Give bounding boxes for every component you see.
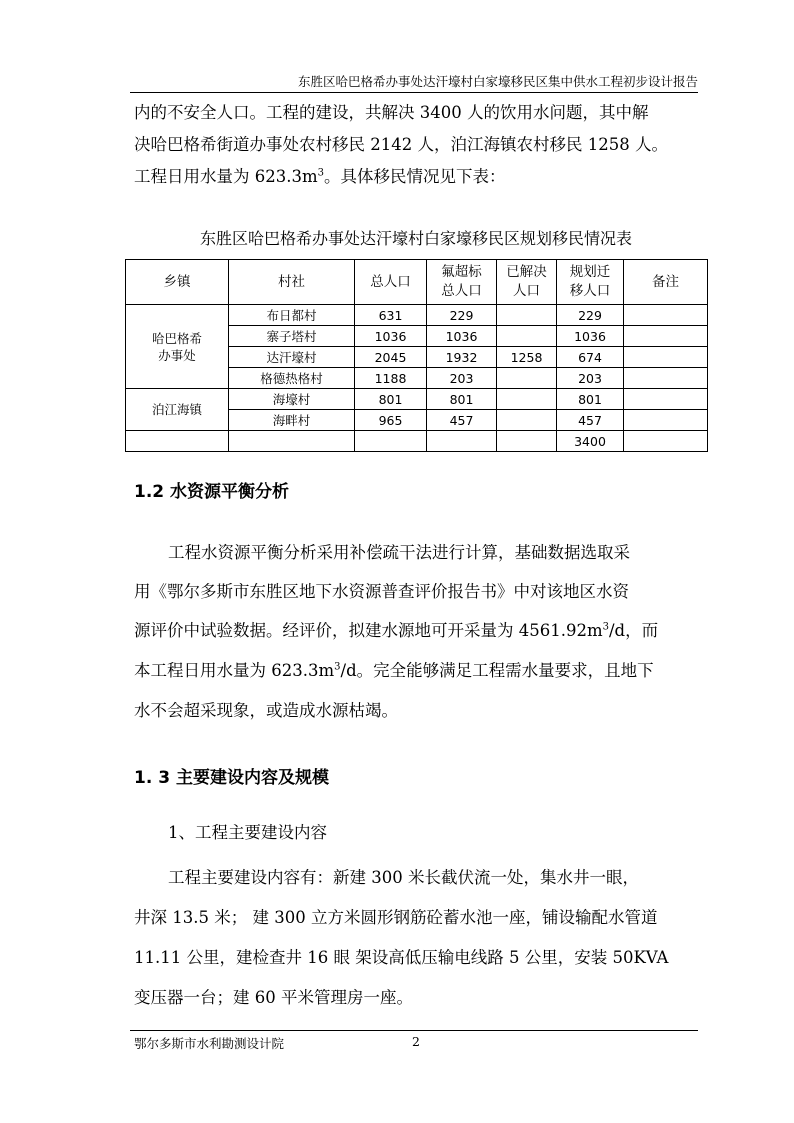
fluoride-cell: 1932: [427, 347, 497, 368]
s12-line-1: 工程水资源平衡分析采用补偿疏干法进行计算，基础数据选取采: [168, 543, 630, 562]
header-rule: [130, 92, 698, 93]
remark-cell: [624, 410, 708, 431]
empty-cell: [427, 431, 497, 452]
header-remark: 备注: [624, 260, 708, 305]
table-total-row: [126, 431, 708, 452]
remark-cell: [624, 368, 708, 389]
header-village: 村社: [229, 260, 355, 305]
s12-line-4: 本工程日用水量为 $623.3m^3/d$。完全能够满足工程需水量要求，且地下: [134, 661, 654, 680]
page-number: 2: [412, 1034, 420, 1049]
empty-cell: [229, 431, 355, 452]
total-cell: 965: [355, 410, 427, 431]
planned-cell: 674: [557, 347, 624, 368]
s13-line-2: 井深 13.5 米； 建 300 立方米圆形钢筋砼蓄水池一座，铺设输配水管道: [134, 908, 658, 927]
total-cell: 631: [355, 305, 427, 326]
remark-cell: [624, 326, 708, 347]
intro-line-2: 决哈巴格希街道办事处农村移民 2142 人，泊江海镇农村移民 1258 人。: [134, 135, 668, 154]
planned-cell: 801: [557, 389, 624, 410]
intro-line-1: 内的不安全人口。工程的建设，共解决 3400 人的饮用水问题，其中解: [134, 103, 649, 122]
table-row: [126, 389, 708, 410]
solved-cell: [497, 305, 557, 326]
village-cell: 格德热格村: [229, 368, 355, 389]
fluoride-cell: 457: [427, 410, 497, 431]
planned-cell: 203: [557, 368, 624, 389]
footer-rule: [130, 1030, 698, 1031]
remark-cell: [624, 389, 708, 410]
s12-line-3: 源评价中试验数据。经评价，拟建水源地可开采量为 $4561.92m^3/d$，而: [134, 621, 659, 640]
total-cell: 801: [355, 389, 427, 410]
total-cell: 1036: [355, 326, 427, 347]
table-row: [126, 305, 708, 326]
fluoride-cell: 203: [427, 368, 497, 389]
table-header-row: [126, 260, 708, 305]
empty-cell: [355, 431, 427, 452]
s13-line-3: 11.11 公里，建检查井 16 眼 架设高低压输电线路 5 公里，安装 50KVA: [134, 948, 669, 967]
solved-cell: 1258: [497, 347, 557, 368]
superscript: 3: [334, 661, 341, 673]
s13-subheading: 1、工程主要建设内容: [168, 823, 327, 842]
page-header: 东胜区哈巴格希办事处达汗壕村白家壕移民区集中供水工程初步设计报告: [297, 74, 698, 89]
village-cell: 寨子塔村: [229, 326, 355, 347]
header-planned: 规划迁 移人口: [557, 260, 624, 305]
total-planned-cell: 3400: [557, 431, 624, 452]
solved-cell: [497, 326, 557, 347]
intro-line-3: 工程日用水量为 $623.3m^3$。具体移民情况见下表：: [134, 167, 506, 186]
fluoride-cell: 801: [427, 389, 497, 410]
remark-cell: [624, 305, 708, 326]
superscript: 3: [602, 621, 609, 633]
total-cell: 1188: [355, 368, 427, 389]
solved-cell: [497, 410, 557, 431]
planned-cell: 1036: [557, 326, 624, 347]
planned-cell: 229: [557, 305, 624, 326]
group-cell: 哈巴格希 办事处: [126, 305, 229, 389]
header-solved: 已解决 人口: [497, 260, 557, 305]
table-caption: 东胜区哈巴格希办事处达汗壕村白家壕移民区规划移民情况表: [199, 229, 632, 248]
empty-cell: [624, 431, 708, 452]
village-cell: 海畔村: [229, 410, 355, 431]
footer-organization: 鄂尔多斯市水利勘测设计院: [134, 1036, 285, 1051]
planned-cell: 457: [557, 410, 624, 431]
s13-line-4: 变压器一台；建 60 平米管理房一座。: [134, 988, 413, 1007]
village-cell: 海壕村: [229, 389, 355, 410]
header-fluoride: 氟超标 总人口: [427, 260, 497, 305]
remark-cell: [624, 347, 708, 368]
solved-cell: [497, 368, 557, 389]
village-cell: 达汗壕村: [229, 347, 355, 368]
section-heading-1-3: 1. 3 主要建设内容及规模: [134, 768, 329, 788]
group-cell: 泊江海镇: [126, 389, 229, 431]
superscript: 3: [317, 167, 325, 179]
empty-cell: [497, 431, 557, 452]
s12-line-5: 水不会超采现象，或造成水源枯竭。: [134, 701, 398, 720]
empty-cell: [126, 431, 229, 452]
solved-cell: [497, 389, 557, 410]
fluoride-cell: 229: [427, 305, 497, 326]
total-cell: 2045: [355, 347, 427, 368]
fluoride-cell: 1036: [427, 326, 497, 347]
header-total: 总人口: [355, 260, 427, 305]
village-cell: 布日都村: [229, 305, 355, 326]
section-heading-1-2: 1.2 水资源平衡分析: [134, 482, 290, 502]
s13-line-1: 工程主要建设内容有：新建 300 米长截伏流一处，集水井一眼，: [168, 868, 639, 887]
header-township: 乡镇: [126, 260, 229, 305]
s12-line-2: 用《鄂尔多斯市东胜区地下水资源普查评价报告书》中对该地区水资: [134, 582, 629, 601]
migration-table: [125, 259, 708, 452]
